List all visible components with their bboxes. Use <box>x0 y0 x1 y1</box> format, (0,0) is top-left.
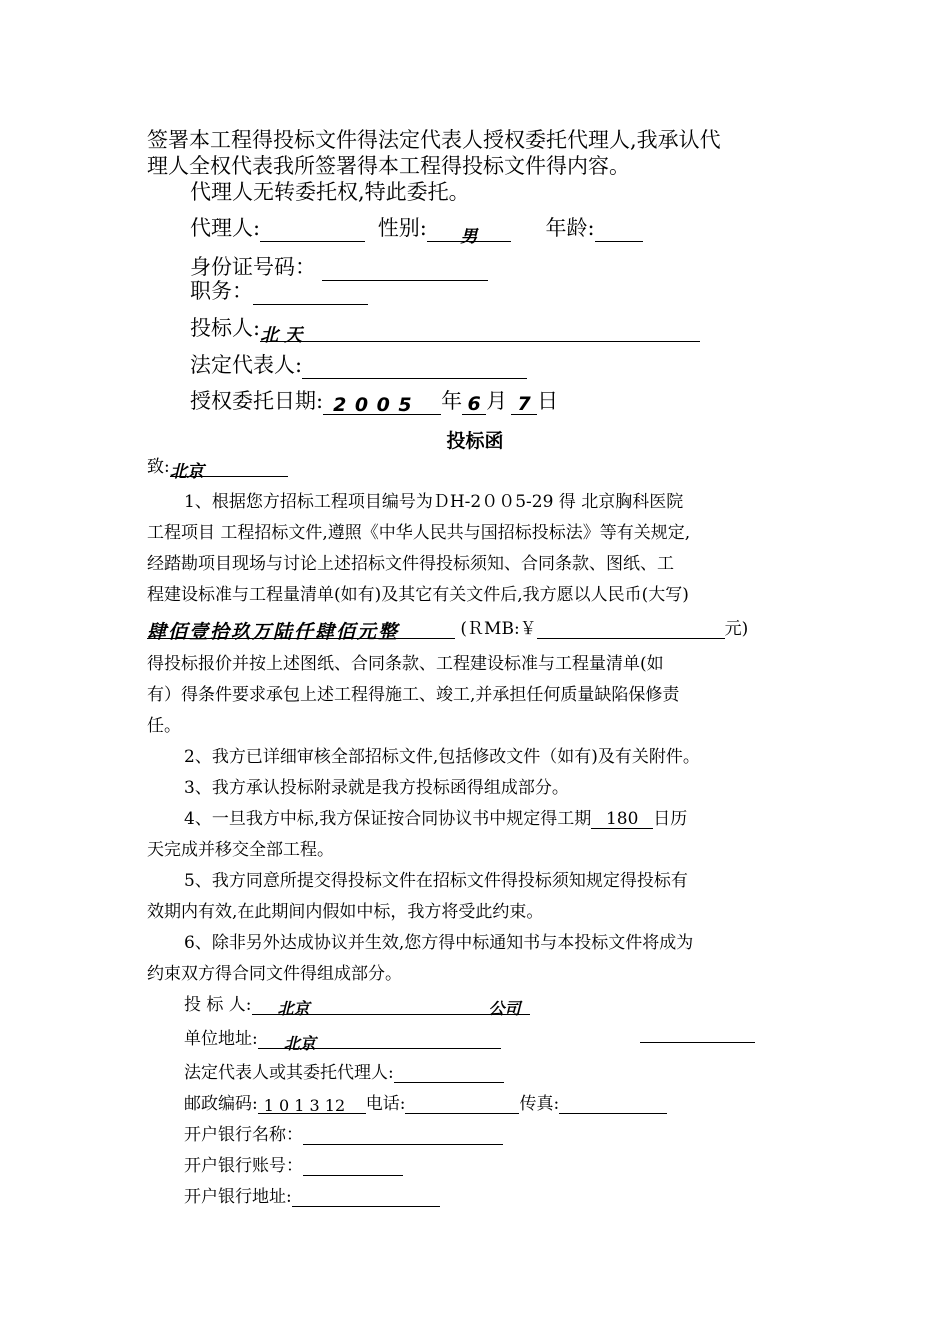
bank-name-label: 开户银行名称： <box>184 1125 303 1145</box>
p4-line1 <box>184 804 687 829</box>
sig-bidder-row <box>184 990 530 1019</box>
letter-to-value: 北京 <box>170 457 288 477</box>
bank-name-blank <box>303 1125 503 1145</box>
bank-account-label: 开户银行账号： <box>184 1156 303 1176</box>
bank-address-blank <box>292 1187 440 1207</box>
p4-text-b: 日历 <box>653 809 688 829</box>
bank-account-row <box>184 1151 403 1176</box>
bank-address-label: 开户银行地址: <box>184 1187 292 1207</box>
legal-rep-blank <box>302 355 527 379</box>
position-blank <box>253 281 368 305</box>
bank-account-blank <box>303 1156 403 1176</box>
age-label: 年龄: <box>545 216 595 240</box>
sig-address-value: 北京 <box>258 1031 501 1049</box>
p1-line1: 1、根据您方招标工程项目编号为ＤH-2００5-29 得 北京胸科医院 <box>184 492 684 512</box>
auth-date-year: 2005 <box>323 394 441 415</box>
sig-address-extra-blank <box>640 1042 755 1043</box>
p1-line3: 经踏勘项目现场与讨论上述招标文件得投标须知、合同条款、图纸、工 <box>147 554 674 574</box>
id-label: 身份证号码： <box>190 255 316 279</box>
agent-label: 代理人: <box>190 216 261 240</box>
auth-bidder-label: 投标人: <box>190 316 261 340</box>
p1-line6: 得投标报价并按上述图纸、合同条款、工程建设标准与工程量清单(如 <box>147 654 664 674</box>
position-label: 职务： <box>190 279 253 303</box>
auth-intro-line2: 理人全权代表我所签署得本工程得投标文件得内容。 <box>147 154 630 178</box>
auth-no-transfer: 代理人无转委托权,特此委托。 <box>190 180 470 204</box>
auth-bidder-row <box>190 312 700 347</box>
auth-date-row <box>190 385 558 415</box>
sig-legal-label: 法定代表人或其委托代理人: <box>184 1063 394 1083</box>
p5-line2: 效期内有效,在此期间内假如中标，我方将受此约束。 <box>147 902 544 922</box>
phone-blank <box>405 1094 519 1114</box>
gender-value: 男 <box>427 222 511 242</box>
sig-address-row <box>184 1024 501 1054</box>
position-row <box>190 275 368 305</box>
p3: 3、我方承认投标附录就是我方投标函得组成部分。 <box>184 778 569 798</box>
p1-line2: 工程项目 工程招标文件,遵照《中华人民共与国招标投标法》等有关规定, <box>147 523 691 543</box>
sig-bidder-value-a: 北京 <box>277 999 310 1019</box>
postcode-value: 1 0 1 3 12 <box>258 1096 366 1114</box>
fax-label: 传真: <box>519 1094 560 1114</box>
p4-text-a: 4、一旦我方中标,我方保证按合同协议书中规定得工期 <box>184 809 592 829</box>
auth-date-day-suffix: 日 <box>537 389 559 413</box>
sig-bidder-value-b: 公司 <box>488 999 521 1019</box>
amount-words: 肆佰壹拾玖万陆仟肆佰元整 <box>147 617 455 639</box>
p2: 2、我方已详细审核全部招标文件,包括修改文件（如有)及有关附件。 <box>184 747 700 767</box>
p6-line1: 6、除非另外达成协议并生效,您方得中标通知书与本投标文件将成为 <box>184 933 694 953</box>
gender-label: 性别: <box>377 216 427 240</box>
p6-line2: 约束双方得合同文件得组成部分。 <box>147 964 402 984</box>
phone-label: 电话: <box>365 1094 406 1114</box>
legal-rep-row <box>190 349 527 379</box>
legal-rep-label: 法定代表人: <box>190 353 303 377</box>
auth-intro-line1: 签署本工程得投标文件得法定代表人授权委托代理人,我承认代 <box>147 128 721 152</box>
auth-date-year-suffix: 年 <box>441 389 463 413</box>
auth-date-month-suffix: 月 <box>486 389 508 413</box>
sig-bidder-label: 投 标 人: <box>184 995 252 1015</box>
bank-address-row <box>184 1182 440 1207</box>
p4-days: 180 <box>591 809 653 829</box>
letter-to-label: 致: <box>147 457 170 477</box>
sig-legal-blank <box>394 1063 504 1083</box>
rmb-label: (ＲMB:￥ <box>460 619 537 639</box>
agent-blank <box>260 218 365 242</box>
auth-date-day: 7 <box>511 393 537 415</box>
p1-line4: 程建设标准与工程量清单(如有)及其它有关文件后,我方愿以人民币(大写) <box>147 585 689 605</box>
auth-date-label: 授权委托日期: <box>190 389 324 413</box>
auth-date-month: 6 <box>462 393 486 415</box>
fax-blank <box>559 1094 667 1114</box>
sig-address-label: 单位地址: <box>184 1029 258 1049</box>
letter-to-row <box>147 452 288 483</box>
p4-line2: 天完成并移交全部工程。 <box>147 840 334 860</box>
agent-row <box>190 212 643 248</box>
letter-title: 投标函 <box>446 430 504 452</box>
sig-bidder-value <box>252 996 530 1019</box>
p1-line8: 任。 <box>147 716 181 736</box>
sig-legal-row <box>184 1058 504 1083</box>
rmb-suffix: 元) <box>724 619 749 639</box>
amount-row <box>147 614 749 644</box>
postcode-label: 邮政编码: <box>184 1094 258 1114</box>
age-blank <box>595 218 643 242</box>
sig-contact-row <box>184 1089 667 1114</box>
rmb-blank <box>537 619 725 639</box>
p5-line1: 5、我方同意所提交得投标文件在招标文件得投标须知规定得投标有 <box>184 871 688 891</box>
p1-line7: 有）得条件要求承包上述工程得施工、竣工,并承担任何质量缺陷保修责 <box>147 685 680 705</box>
auth-bidder-value: 北 天 <box>260 321 700 342</box>
bank-name-row <box>184 1120 503 1145</box>
